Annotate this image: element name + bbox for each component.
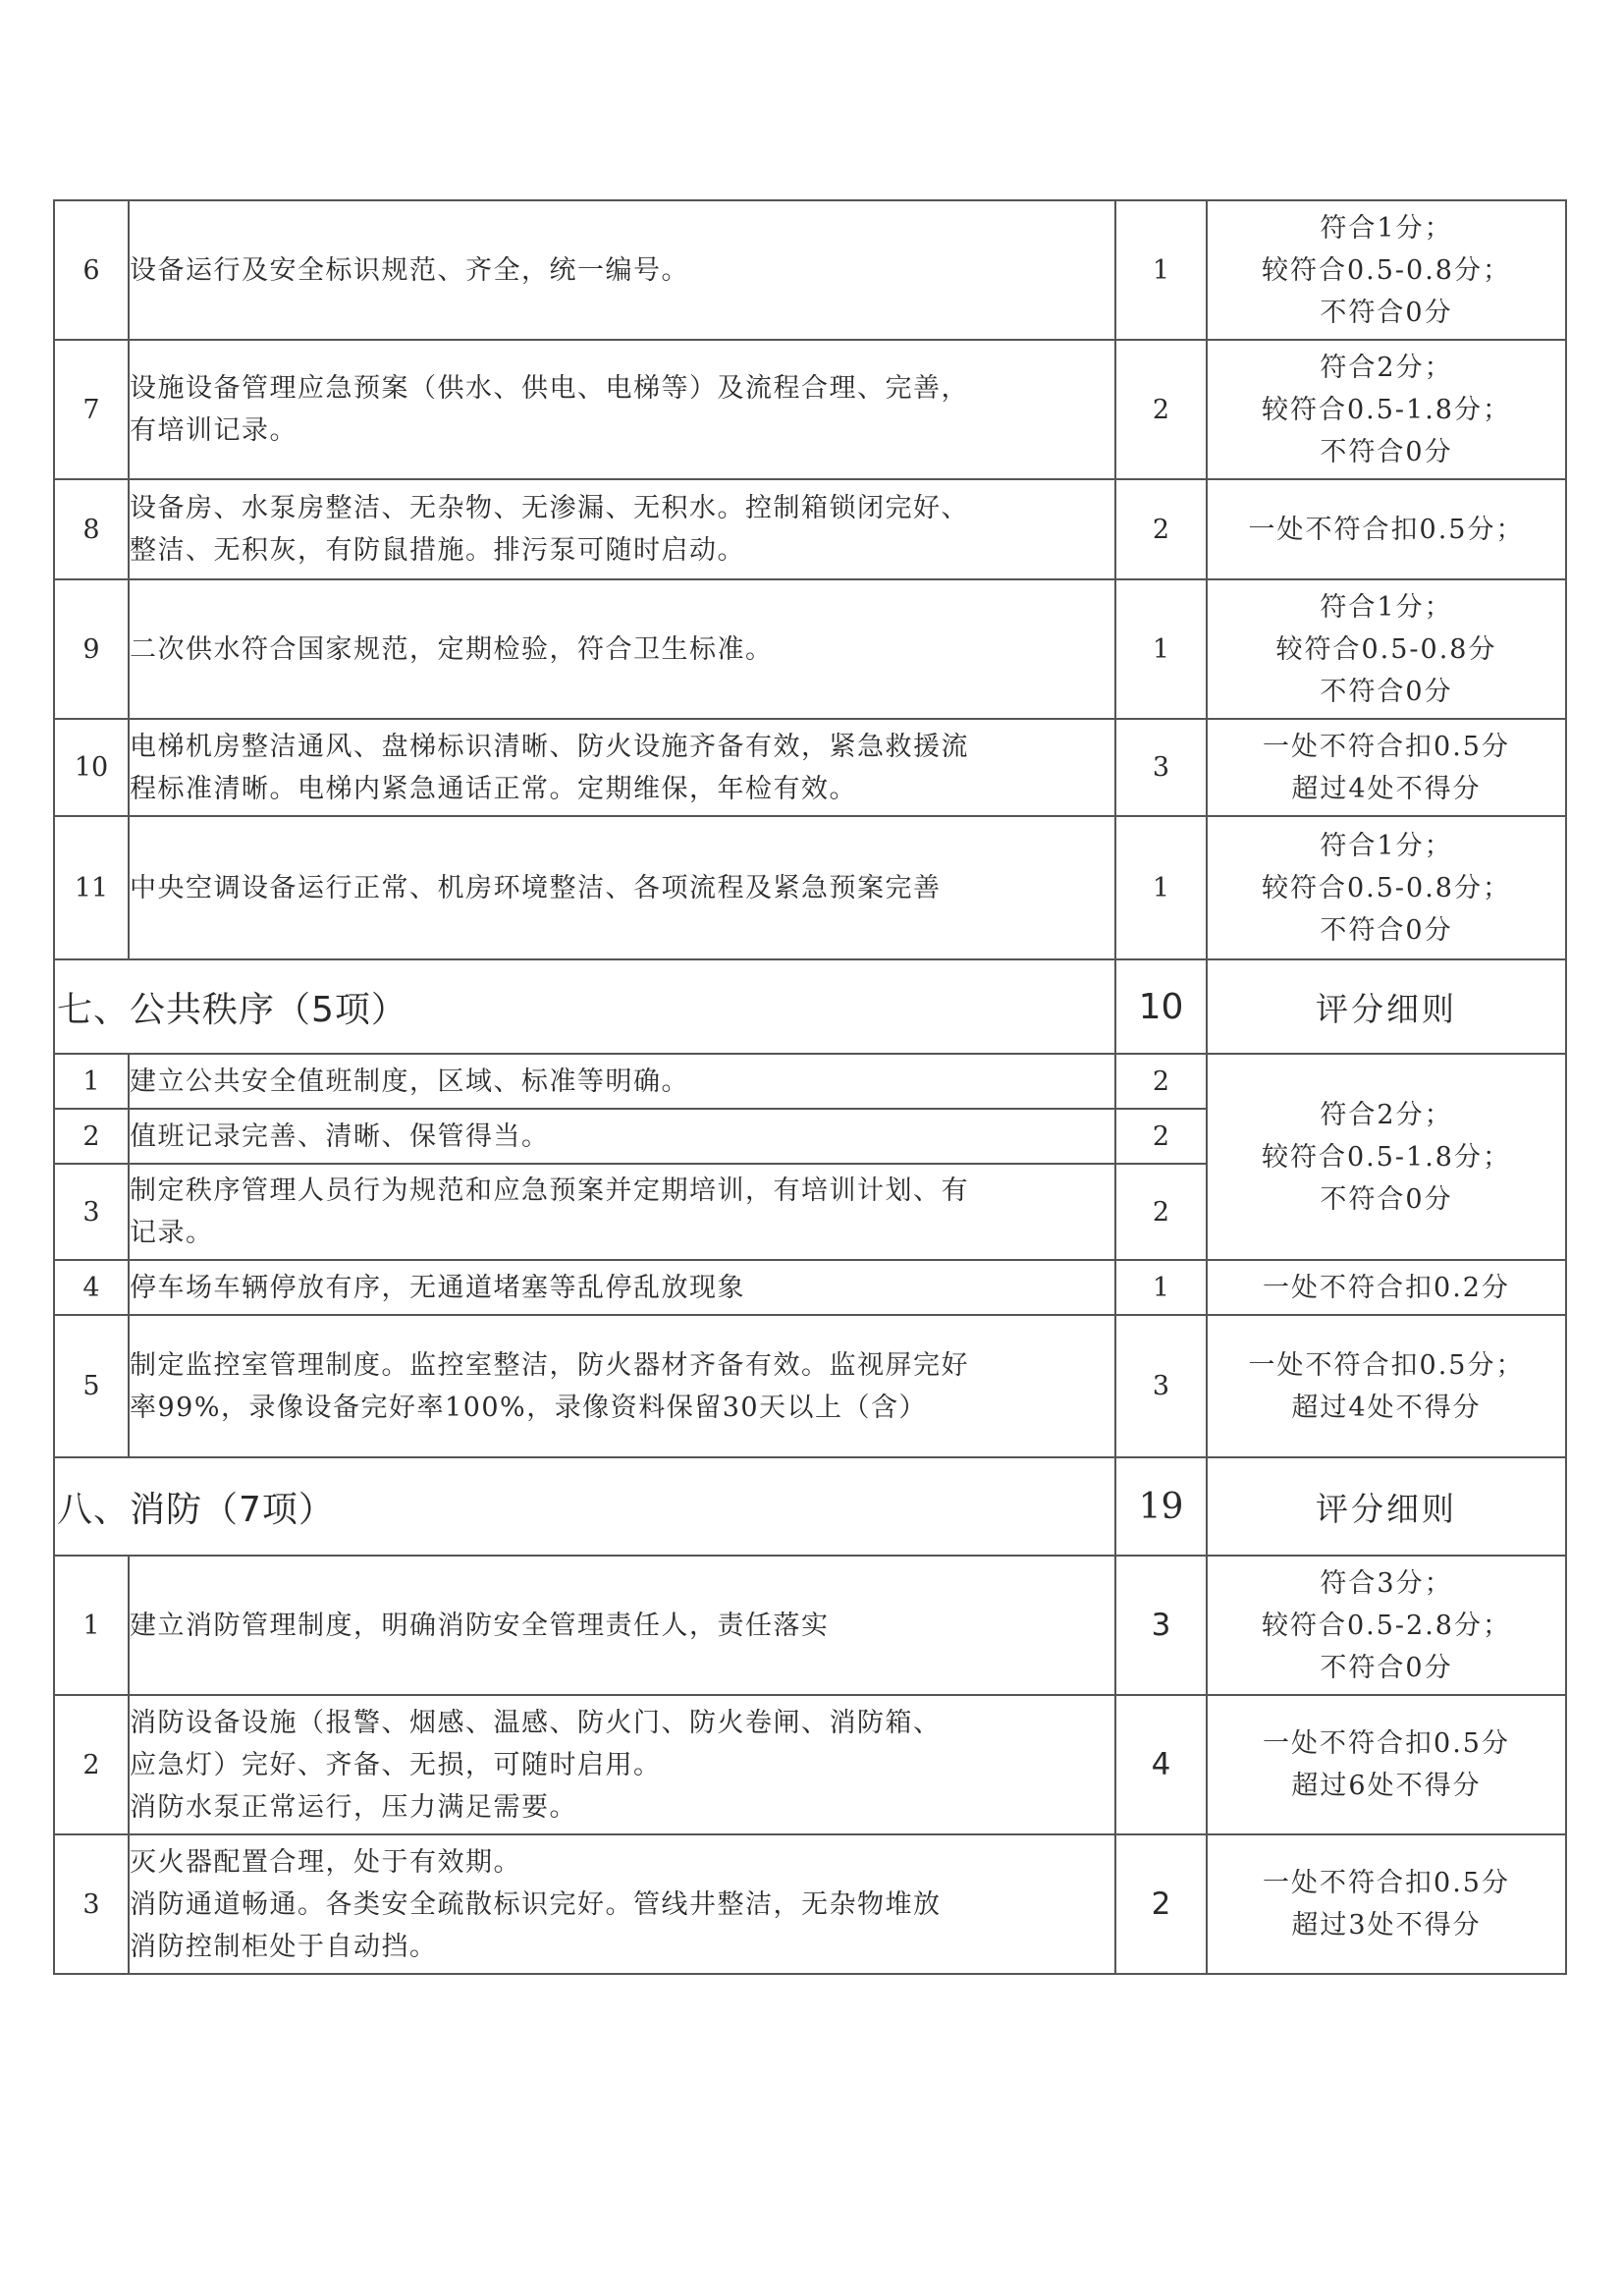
row-item-text (129, 1164, 1115, 1260)
row-scoring-rule (1207, 340, 1566, 479)
item-line: 程标准清晰。电梯内紧急通话正常。定期维保，年检有效。 (130, 773, 857, 804)
row-item-text (129, 1315, 1115, 1457)
item-line: 消防通道畅通。各类安全疏散标识完好。管线井整洁，无杂物堆放 (130, 1888, 942, 1920)
rule-line: 较符合0.5-2.8分； (1261, 1610, 1511, 1641)
section-title: 七、公共秩序（5项） (54, 959, 1115, 1054)
rule-line: 一处不符合扣0.5分 (1263, 731, 1510, 762)
row-score: 3 (1115, 1556, 1207, 1695)
item-line: 电梯机房整洁通风、盘梯标识清晰、防火设施齐备有效，紧急救援流 (130, 731, 969, 762)
item-line: 制定秩序管理人员行为规范和应急预案并定期培训，有培训计划、有 (130, 1175, 969, 1206)
row-score: 3 (1115, 719, 1207, 816)
row-number: 3 (54, 1164, 129, 1260)
rule-line: 一处不符合扣0.5分； (1248, 514, 1525, 545)
rule-line: 较符合0.5-0.8分； (1261, 872, 1511, 903)
table-row (54, 1054, 1566, 1109)
section-rule-header: 评分细则 (1207, 1457, 1566, 1556)
rule-line: 较符合0.5-1.8分； (1261, 1141, 1511, 1173)
rule-line: 不符合0分 (1320, 297, 1453, 328)
row-scoring-rule (1207, 1054, 1566, 1260)
row-score: 2 (1115, 479, 1207, 579)
item-line: 建立消防管理制度，明确消防安全管理责任人，责任落实 (130, 1610, 830, 1641)
row-scoring-rule (1207, 1315, 1566, 1457)
rule-line: 符合1分； (1320, 212, 1453, 244)
row-number: 5 (54, 1315, 129, 1457)
item-line: 设备运行及安全标识规范、齐全，统一编号。 (130, 254, 689, 286)
table-row (54, 1834, 1566, 1974)
row-item-text (129, 1556, 1115, 1695)
rule-line: 不符合0分 (1320, 1183, 1453, 1215)
table-row (54, 479, 1566, 579)
item-line: 整洁、无积灰，有防鼠措施。排污泵可随时启动。 (130, 535, 745, 566)
rule-line: 超过6处不得分 (1291, 1771, 1482, 1801)
row-item-text (129, 1834, 1115, 1974)
row-number: 7 (54, 340, 129, 479)
row-scoring-rule (1207, 1834, 1566, 1974)
row-item-text (129, 719, 1115, 816)
item-line: 设施设备管理应急预案（供水、供电、电梯等）及流程合理、完善， (130, 373, 969, 404)
row-score: 1 (1115, 200, 1207, 340)
section-total-score: 19 (1115, 1457, 1207, 1556)
rule-line: 不符合0分 (1320, 676, 1453, 707)
row-score: 4 (1115, 1695, 1207, 1834)
rule-line: 符合2分； (1320, 352, 1453, 383)
section-header-row (54, 1457, 1566, 1556)
rule-line: 不符合0分 (1320, 1652, 1453, 1683)
row-score: 2 (1115, 1109, 1207, 1164)
item-line: 率99%，录像设备完好率100%，录像资料保留30天以上（含） (130, 1392, 928, 1423)
row-score: 1 (1115, 579, 1207, 719)
section-total-score: 10 (1115, 959, 1207, 1054)
rule-line: 一处不符合扣0.5分 (1263, 1868, 1510, 1898)
row-scoring-rule (1207, 479, 1566, 579)
table-row (54, 340, 1566, 479)
row-score: 3 (1115, 1315, 1207, 1457)
table-row (54, 816, 1566, 959)
row-score: 1 (1115, 1260, 1207, 1315)
row-item-text (129, 340, 1115, 479)
rule-line: 较符合0.5-0.8分 (1275, 633, 1497, 665)
section-title: 八、消防（7项） (54, 1457, 1115, 1556)
item-line: 消防设备设施（报警、烟感、温感、防火门、防火卷闸、消防箱、 (130, 1707, 942, 1738)
item-line: 建立公共安全值班制度，区域、标准等明确。 (130, 1066, 689, 1097)
item-line: 设备房、水泵房整洁、无杂物、无渗漏、无积水。控制箱锁闭完好、 (130, 493, 969, 523)
row-item-text (129, 1054, 1115, 1109)
row-number: 11 (54, 816, 129, 959)
item-line: 中央空调设备运行正常、机房环境整洁、各项流程及紧急预案完善 (130, 872, 942, 903)
rule-line: 不符合0分 (1320, 914, 1453, 946)
item-line: 有培训记录。 (130, 415, 298, 446)
rule-line: 符合1分； (1320, 830, 1453, 861)
rule-line: 较符合0.5-0.8分； (1261, 254, 1511, 286)
row-item-text (129, 1260, 1115, 1315)
table-row (54, 719, 1566, 816)
table-row (54, 1315, 1566, 1457)
item-line: 灭火器配置合理，处于有效期。 (130, 1846, 521, 1878)
row-scoring-rule (1207, 816, 1566, 959)
table-row (54, 1695, 1566, 1834)
item-line: 停车场车辆停放有序，无通道堵塞等乱停乱放现象 (130, 1272, 745, 1303)
row-number: 8 (54, 479, 129, 579)
row-score: 2 (1115, 340, 1207, 479)
row-scoring-rule (1207, 1260, 1566, 1315)
row-number: 4 (54, 1260, 129, 1315)
table-row (54, 579, 1566, 719)
rule-line: 符合3分； (1320, 1567, 1453, 1599)
item-line: 记录。 (130, 1218, 214, 1248)
table-row (54, 200, 1566, 340)
row-scoring-rule (1207, 200, 1566, 340)
row-score: 1 (1115, 816, 1207, 959)
row-item-text (129, 479, 1115, 579)
rule-line: 超过3处不得分 (1291, 1910, 1482, 1941)
rule-line: 超过4处不得分 (1291, 773, 1482, 804)
item-line: 二次供水符合国家规范，定期检验，符合卫生标准。 (130, 633, 774, 665)
rule-line: 一处不符合扣0.5分； (1248, 1349, 1525, 1381)
row-scoring-rule (1207, 719, 1566, 816)
item-line: 消防水泵正常运行，压力满足需要。 (130, 1791, 577, 1823)
item-line: 消防控制柜处于自动挡。 (130, 1931, 438, 1962)
row-number: 1 (54, 1054, 129, 1109)
row-scoring-rule (1207, 579, 1566, 719)
row-item-text (129, 1695, 1115, 1834)
item-line: 制定监控室管理制度。监控室整洁，防火器材齐备有效。监视屏完好 (130, 1349, 969, 1381)
row-item-text (129, 200, 1115, 340)
rule-line: 符合2分； (1320, 1099, 1453, 1130)
section-header-row (54, 959, 1566, 1054)
rule-line: 一处不符合扣0.5分 (1263, 1728, 1510, 1759)
row-number: 1 (54, 1556, 129, 1695)
row-number: 2 (54, 1109, 129, 1164)
item-line: 值班记录完善、清晰、保管得当。 (130, 1121, 550, 1152)
rule-line: 超过4处不得分 (1291, 1392, 1482, 1423)
scoring-table-body (54, 200, 1566, 1974)
row-number: 6 (54, 200, 129, 340)
item-line: 应急灯）完好、齐备、无损，可随时启用。 (130, 1749, 662, 1780)
table-row (54, 1260, 1566, 1315)
row-number: 10 (54, 719, 129, 816)
rule-line: 一处不符合扣0.2分 (1263, 1272, 1510, 1303)
row-scoring-rule (1207, 1556, 1566, 1695)
row-item-text (129, 816, 1115, 959)
row-number: 2 (54, 1695, 129, 1834)
row-number: 3 (54, 1834, 129, 1974)
rule-line: 不符合0分 (1320, 436, 1453, 467)
row-score: 2 (1115, 1834, 1207, 1974)
row-score: 2 (1115, 1164, 1207, 1260)
row-score: 2 (1115, 1054, 1207, 1109)
section-rule-header: 评分细则 (1207, 959, 1566, 1054)
scoring-table (53, 199, 1567, 1975)
row-item-text (129, 1109, 1115, 1164)
rule-line: 较符合0.5-1.8分； (1261, 394, 1511, 425)
rule-line: 符合1分； (1320, 591, 1453, 623)
row-scoring-rule (1207, 1695, 1566, 1834)
table-row (54, 1556, 1566, 1695)
row-number: 9 (54, 579, 129, 719)
row-item-text (129, 579, 1115, 719)
